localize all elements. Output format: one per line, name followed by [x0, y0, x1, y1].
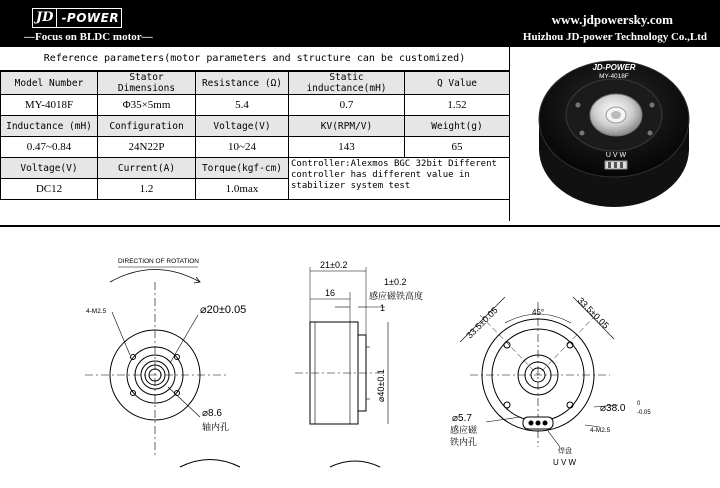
d38-label: ⌀38.0 [600, 403, 626, 414]
tagline: —Focus on BLDC motor— [24, 31, 153, 43]
value-cell: 0.47~0.84 [1, 137, 98, 158]
header-cell: Inductance (mH) [1, 116, 98, 137]
header-cell: Current(A) [98, 158, 196, 179]
spec-table [0, 71, 510, 200]
value-cell: DC12 [1, 179, 98, 200]
header-cell: Configuration [98, 116, 196, 137]
header-cell: Resistance (Ω) [196, 72, 289, 95]
value-cell: 1.2 [98, 179, 196, 200]
hole-label: 轴内孔 [202, 422, 230, 432]
front-view [85, 267, 240, 467]
header-cell: Weight(g) [405, 116, 510, 137]
dim-1a-label: 1±0.2 [384, 277, 407, 287]
dim-1b-label: 1 [380, 303, 386, 313]
dim-16-label: 16 [325, 288, 336, 298]
value-cell: 5.4 [196, 95, 289, 116]
value-cell: 24N22P [98, 137, 196, 158]
photo-model-label: MY-4018F [599, 73, 629, 80]
m25-right-label: 4-M2.5 [590, 427, 611, 434]
solder-label: 焊盘 [558, 448, 572, 455]
controller-note: Controller:Alexmos BGC 32bit Different controller has different value in stabilizer system test [289, 158, 510, 200]
header-cell: KV(RPM/V) [289, 116, 405, 137]
dim-45-label: 45° [532, 308, 545, 317]
value-cell: 143 [289, 137, 405, 158]
table-title: Reference parameters(motor parameters and structure can be customized) [0, 47, 509, 71]
table-row [1, 72, 510, 95]
header-cell: Voltage(V) [1, 158, 98, 179]
value-cell: 0.7 [289, 95, 405, 116]
header-cell: Static inductance(mH) [289, 72, 405, 95]
rotation-label: DIRECTION OF ROTATION [118, 258, 200, 265]
uvw-label: U V W [553, 458, 577, 467]
photo-brand-label: JD-POWER [592, 63, 636, 72]
website-url: www.jdpowersky.com [551, 12, 673, 27]
header-cell: Stator Dimensions [98, 72, 196, 95]
value-cell: 1.52 [405, 95, 510, 116]
table-row [1, 95, 510, 116]
dim-21-label: 21±0.2 [320, 260, 348, 270]
header-cell: Torque(kgf-cm) [196, 158, 289, 179]
value-cell: MY-4018F [1, 95, 98, 116]
header-cell: Voltage(V) [196, 116, 289, 137]
d86-label: ⌀8.6 [202, 408, 222, 419]
dim-335a-label: 33.5±0.05 [464, 305, 500, 341]
dim-335b-label: 33.5±0.05 [575, 295, 611, 331]
hub-hole-icon [611, 111, 621, 119]
logo-jd: JD [33, 9, 57, 27]
m25-left-label: 4-M2.5 [86, 308, 107, 315]
table-row [1, 158, 510, 179]
logo-power: -POWER [61, 11, 120, 25]
brand-logo [32, 8, 122, 28]
parameter-table [0, 47, 510, 221]
header-banner [0, 0, 720, 47]
value-cell: Φ35×5mm [98, 95, 196, 116]
d57-label: ⌀5.7 [452, 413, 472, 424]
table-row [1, 116, 510, 137]
value-cell: 10~24 [196, 137, 289, 158]
sensor-height-label: 感应磁铁高度 [369, 291, 424, 301]
technical-drawing [0, 225, 720, 484]
d38-tol-lower: -0.05 [637, 410, 651, 416]
motor-photo [510, 47, 720, 221]
header-cell: Model Number [1, 72, 98, 95]
table-row [1, 137, 510, 158]
photo-pin-label: U V W [605, 152, 627, 159]
header-cell: Q Value [405, 72, 510, 95]
value-cell: 1.0max [196, 179, 289, 200]
value-cell: 65 [405, 137, 510, 158]
company-name: Huizhou JD-power Technology Co.,Ltd [522, 31, 707, 43]
sensor-label-1: 感应磁 [450, 425, 478, 435]
d40-label: ⌀40±0.1 [376, 369, 386, 402]
sensor-label-2: 铁内孔 [450, 437, 478, 447]
d20-label: ⌀20±0.05 [200, 304, 247, 316]
d38-tol-upper: 0 [637, 401, 641, 407]
